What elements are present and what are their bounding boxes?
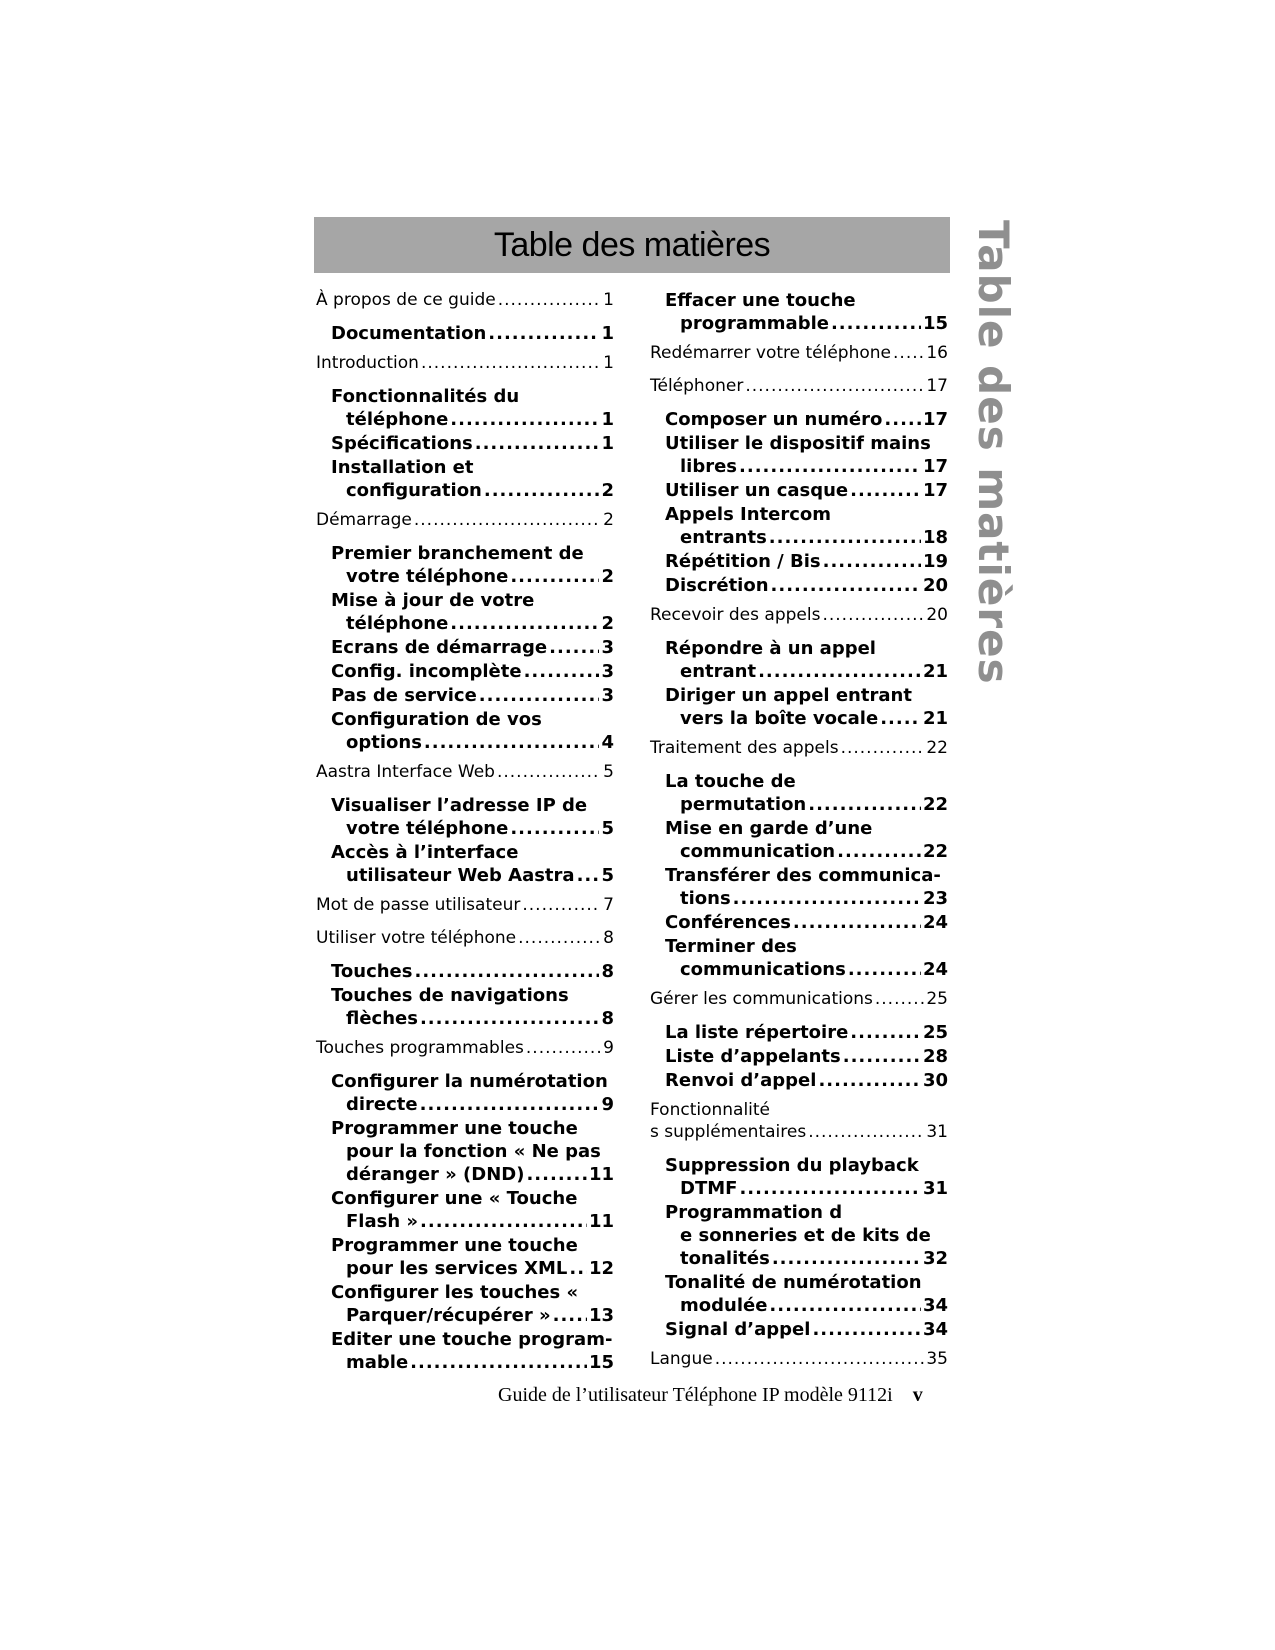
toc-page-number: 31 bbox=[922, 1178, 948, 1199]
toc-section[interactable] bbox=[650, 737, 948, 759]
toc-entry-label: Gérer les communications bbox=[650, 989, 873, 1009]
toc-entry-label: Editer une touche program- bbox=[331, 1329, 613, 1350]
toc-entry[interactable] bbox=[650, 911, 948, 934]
toc-entry-label: Utiliser votre téléphone bbox=[316, 928, 517, 948]
toc-section[interactable] bbox=[316, 509, 614, 531]
toc-page-number: 21 bbox=[922, 661, 948, 682]
toc-entry[interactable] bbox=[650, 432, 948, 478]
toc-page-number: 30 bbox=[922, 1070, 948, 1091]
toc-entry-label: Liste d’appelants bbox=[665, 1046, 841, 1067]
dot-leader bbox=[421, 352, 601, 374]
dot-leader bbox=[823, 550, 921, 573]
toc-page-number: 3 bbox=[601, 637, 614, 658]
dot-leader bbox=[837, 840, 921, 863]
toc-entry[interactable] bbox=[650, 289, 948, 335]
toc-entry-label: À propos de ce guide bbox=[316, 290, 496, 310]
toc-entry[interactable] bbox=[650, 1045, 948, 1068]
dot-leader bbox=[850, 479, 921, 502]
toc-page-number: 2 bbox=[603, 510, 614, 530]
toc-entry-label: Appels Intercom bbox=[665, 504, 832, 525]
toc-entry-label: Répondre à un appel bbox=[665, 638, 876, 659]
dot-leader bbox=[577, 864, 600, 887]
toc-entry-label: votre téléphone bbox=[346, 818, 509, 839]
toc-entry-label: pour les services XML bbox=[346, 1258, 568, 1279]
toc-page-number: 12 bbox=[588, 1258, 614, 1279]
toc-entry[interactable] bbox=[316, 1328, 614, 1374]
toc-page-number: 17 bbox=[926, 376, 948, 396]
toc-entry[interactable] bbox=[316, 684, 614, 707]
toc-entry[interactable] bbox=[316, 1281, 614, 1327]
toc-entry-label: Config. incomplète bbox=[331, 661, 522, 682]
toc-page-number: 9 bbox=[603, 1038, 614, 1058]
dot-leader bbox=[733, 887, 921, 910]
toc-entry-label: Suppression du playback bbox=[665, 1155, 919, 1176]
toc-page-number: 1 bbox=[603, 290, 614, 310]
toc-page-number: 24 bbox=[922, 959, 948, 980]
toc-entry-label: Configurer une « Touche bbox=[331, 1188, 578, 1209]
toc-page-number: 18 bbox=[922, 527, 948, 548]
toc-page-number: 11 bbox=[588, 1211, 614, 1232]
toc-entry-label: configuration bbox=[346, 480, 482, 501]
toc-entry-label: La touche de bbox=[665, 771, 796, 792]
toc-section[interactable] bbox=[650, 375, 948, 397]
toc-entry[interactable] bbox=[650, 1201, 948, 1270]
toc-entry[interactable] bbox=[650, 408, 948, 431]
toc-page-number: 21 bbox=[922, 708, 948, 729]
toc-entry-label: Tonalité de numérotation bbox=[665, 1272, 922, 1293]
toc-page-number: 3 bbox=[601, 661, 614, 682]
toc-entry-label: Configurer la numérotation bbox=[331, 1071, 608, 1092]
toc-page-number: 3 bbox=[601, 685, 614, 706]
footer-text: Guide de l’utilisateur Téléphone IP modèle 9112i bbox=[498, 1384, 893, 1406]
toc-entry-label: Conférences bbox=[665, 912, 791, 933]
toc-entry-label: DTMF bbox=[680, 1178, 738, 1199]
toc-entry-label: mable bbox=[346, 1352, 409, 1373]
dot-leader bbox=[484, 479, 600, 502]
toc-entry[interactable] bbox=[316, 432, 614, 455]
toc-entry-label: Touches de navigations bbox=[331, 985, 569, 1006]
toc-page-number: 5 bbox=[601, 818, 614, 839]
toc-page-number: 8 bbox=[601, 961, 614, 982]
toc-entry-label: Fonctionnalité bbox=[650, 1100, 771, 1120]
toc-entry-label: communication bbox=[680, 841, 836, 862]
toc-page-number: 8 bbox=[603, 928, 614, 948]
toc-entry-label: téléphone bbox=[346, 613, 449, 634]
toc-entry-label: permutation bbox=[680, 794, 807, 815]
toc-entry-label: Transférer des communica- bbox=[665, 865, 941, 886]
toc-entry-label: Recevoir des appels bbox=[650, 605, 821, 625]
toc-page-number: 4 bbox=[601, 732, 614, 753]
toc-left-column bbox=[316, 289, 614, 1375]
toc-entry[interactable] bbox=[650, 637, 948, 683]
toc-entry-label: Touches bbox=[331, 961, 413, 982]
toc-right-column bbox=[650, 289, 948, 1381]
dot-leader bbox=[497, 761, 601, 783]
toc-entry-label: Mise à jour de votre bbox=[331, 590, 535, 611]
toc-entry-label: Installation et bbox=[331, 457, 474, 478]
toc-entry-label: vers la boîte vocale bbox=[680, 708, 879, 729]
toc-entry-label: entrant bbox=[680, 661, 757, 682]
toc-entry[interactable] bbox=[650, 1271, 948, 1317]
toc-entry-label: Répétition / Bis bbox=[665, 551, 821, 572]
dot-leader bbox=[475, 432, 600, 455]
toc-page-number: 1 bbox=[601, 409, 614, 430]
dot-leader bbox=[526, 1037, 601, 1059]
page-footer bbox=[498, 1384, 950, 1407]
toc-entry-label: La liste répertoire bbox=[665, 1022, 849, 1043]
toc-entry[interactable] bbox=[316, 322, 614, 345]
toc-page-number: 28 bbox=[922, 1046, 948, 1067]
toc-entry[interactable] bbox=[316, 794, 614, 840]
toc-page-number: 5 bbox=[601, 865, 614, 886]
toc-page-number: 8 bbox=[601, 1008, 614, 1029]
dot-leader bbox=[875, 988, 924, 1010]
toc-section[interactable] bbox=[650, 1099, 948, 1143]
toc-page-number: 22 bbox=[922, 841, 948, 862]
toc-section[interactable] bbox=[650, 1348, 948, 1370]
toc-entry-label: Accès à l’interface bbox=[331, 842, 519, 863]
dot-leader bbox=[769, 1294, 921, 1317]
toc-entry[interactable] bbox=[650, 817, 948, 863]
dot-leader bbox=[553, 1304, 587, 1327]
toc-page-number: 25 bbox=[922, 1022, 948, 1043]
toc-page-number: 7 bbox=[603, 895, 614, 915]
toc-page-number: 24 bbox=[922, 912, 948, 933]
toc-entry[interactable] bbox=[650, 1069, 948, 1092]
toc-page-number: 22 bbox=[922, 794, 948, 815]
toc-entry[interactable] bbox=[316, 1234, 614, 1280]
toc-page-number: 17 bbox=[922, 480, 948, 501]
dot-leader bbox=[549, 636, 599, 659]
dot-leader bbox=[510, 817, 599, 840]
dot-leader bbox=[410, 1351, 587, 1374]
toc-entry-label: Parquer/récupérer » bbox=[346, 1305, 551, 1326]
toc-page-number: 15 bbox=[922, 313, 948, 334]
dot-leader bbox=[479, 684, 600, 707]
toc-entry-label: libres bbox=[680, 456, 738, 477]
toc-entry-label: flèches bbox=[346, 1008, 418, 1029]
dot-leader bbox=[793, 911, 921, 934]
dot-leader bbox=[498, 289, 601, 311]
toc-page-number: 19 bbox=[922, 551, 948, 572]
dot-leader bbox=[880, 707, 921, 730]
dot-leader bbox=[450, 408, 599, 431]
toc-page-number: 31 bbox=[926, 1122, 948, 1142]
toc-entry-label: Mise en garde d’une bbox=[665, 818, 873, 839]
toc-entry-label: tions bbox=[680, 888, 731, 909]
toc-entry[interactable] bbox=[650, 864, 948, 910]
toc-entry[interactable] bbox=[316, 984, 614, 1030]
dot-leader bbox=[745, 375, 924, 397]
toc-entry-label: Programmation d bbox=[665, 1202, 843, 1223]
dot-leader bbox=[488, 322, 599, 345]
toc-entry-label: Touches programmables bbox=[316, 1038, 524, 1058]
dot-leader bbox=[510, 565, 599, 588]
toc-entry[interactable] bbox=[650, 479, 948, 502]
toc-section[interactable] bbox=[650, 342, 948, 364]
toc-entry-label: Ecrans de démarrage bbox=[331, 637, 548, 658]
toc-page-number: 2 bbox=[601, 613, 614, 634]
dot-leader bbox=[739, 1177, 921, 1200]
toc-entry-label: Premier branchement de bbox=[331, 543, 584, 564]
toc-entry-label: Traitement des appels bbox=[650, 738, 839, 758]
dot-leader bbox=[808, 1121, 924, 1143]
dot-leader bbox=[569, 1257, 587, 1280]
toc-entry-label: modulée bbox=[680, 1295, 768, 1316]
toc-entry[interactable] bbox=[316, 841, 614, 887]
toc-entry-label: directe bbox=[346, 1094, 418, 1115]
toc-page-number: 16 bbox=[926, 343, 948, 363]
toc-entry-label: Programmer une touche bbox=[331, 1118, 578, 1139]
toc-entry-label: Visualiser l’adresse IP de bbox=[331, 795, 588, 816]
toc-entry[interactable] bbox=[316, 1187, 614, 1233]
dot-leader bbox=[414, 509, 601, 531]
dot-leader bbox=[848, 958, 921, 981]
page-number: v bbox=[912, 1384, 923, 1406]
toc-entry-label: déranger » (DND) bbox=[346, 1164, 525, 1185]
toc-entry-label: e sonneries et de kits de bbox=[680, 1225, 931, 1246]
toc-entry[interactable] bbox=[316, 660, 614, 683]
toc-page-number: 20 bbox=[926, 605, 948, 625]
toc-section[interactable] bbox=[316, 289, 614, 311]
toc-entry-label: Terminer des bbox=[665, 936, 797, 957]
dot-leader bbox=[420, 1093, 600, 1116]
toc-entry[interactable] bbox=[316, 1117, 614, 1186]
dot-leader bbox=[739, 455, 921, 478]
toc-entry-label: téléphone bbox=[346, 409, 449, 430]
dot-leader bbox=[450, 612, 599, 635]
dot-leader bbox=[715, 1348, 925, 1370]
toc-entry-label: options bbox=[346, 732, 422, 753]
toc-entry-label: Programmer une touche bbox=[331, 1235, 578, 1256]
dot-leader bbox=[526, 1163, 586, 1186]
toc-section[interactable] bbox=[316, 761, 614, 783]
toc-entry-label: Discrétion bbox=[665, 575, 769, 596]
toc-entry-label: Fonctionnalités du bbox=[331, 386, 520, 407]
dot-leader bbox=[769, 526, 921, 549]
dot-leader bbox=[831, 312, 921, 335]
toc-entry[interactable] bbox=[650, 684, 948, 730]
toc-entry-label: votre téléphone bbox=[346, 566, 509, 587]
toc-entry-label: entrants bbox=[680, 527, 767, 548]
dot-leader bbox=[420, 1210, 587, 1233]
toc-entry[interactable] bbox=[650, 503, 948, 549]
toc-page-number: 1 bbox=[603, 353, 614, 373]
toc-page-number: 1 bbox=[601, 323, 614, 344]
toc-entry[interactable] bbox=[316, 636, 614, 659]
toc-entry-label: Pas de service bbox=[331, 685, 477, 706]
toc-page-number: 20 bbox=[922, 575, 948, 596]
toc-entry-label: Redémarrer votre téléphone bbox=[650, 343, 892, 363]
dot-leader bbox=[850, 1021, 921, 1044]
toc-entry-label: Aastra Interface Web bbox=[316, 762, 495, 782]
toc-page-number: 9 bbox=[601, 1094, 614, 1115]
toc-page-number: 34 bbox=[922, 1319, 948, 1340]
toc-entry-label: Introduction bbox=[316, 353, 419, 373]
toc-page-number: 17 bbox=[922, 456, 948, 477]
toc-entry[interactable] bbox=[650, 574, 948, 597]
toc-section[interactable] bbox=[650, 988, 948, 1010]
toc-entry-label: Langue bbox=[650, 1349, 713, 1369]
toc-page-number: 2 bbox=[601, 566, 614, 587]
toc-entry-label: Composer un numéro bbox=[665, 409, 883, 430]
toc-entry[interactable] bbox=[316, 456, 614, 502]
toc-entry[interactable] bbox=[316, 708, 614, 754]
toc-entry-label: Utiliser le dispositif mains bbox=[665, 433, 931, 454]
dot-leader bbox=[843, 1045, 921, 1068]
toc-entry-label: Démarrage bbox=[316, 510, 412, 530]
toc-section[interactable] bbox=[316, 894, 614, 916]
toc-entry[interactable] bbox=[316, 385, 614, 431]
toc-entry-label: Effacer une touche bbox=[665, 290, 856, 311]
toc-entry-label: Configuration de vos bbox=[331, 709, 542, 730]
side-tab bbox=[969, 220, 1018, 685]
toc-entry-label: s supplémentaires bbox=[650, 1122, 807, 1142]
toc-entry-label: Utiliser un casque bbox=[665, 480, 849, 501]
toc-page-number: 23 bbox=[922, 888, 948, 909]
toc-page-number: 2 bbox=[601, 480, 614, 501]
toc-entry-label: Flash » bbox=[346, 1211, 419, 1232]
toc-entry[interactable] bbox=[650, 935, 948, 981]
toc-section[interactable] bbox=[316, 927, 614, 949]
toc-entry-label: Documentation bbox=[331, 323, 487, 344]
dot-leader bbox=[841, 737, 925, 759]
toc-entry[interactable] bbox=[650, 770, 948, 816]
dot-leader bbox=[424, 731, 600, 754]
toc-page-number: 32 bbox=[922, 1248, 948, 1269]
toc-entry[interactable] bbox=[650, 1318, 948, 1341]
dot-leader bbox=[772, 1247, 921, 1270]
toc-entry[interactable] bbox=[316, 960, 614, 983]
toc-page-number: 35 bbox=[926, 1349, 948, 1369]
toc-entry-label: pour la fonction « Ne pas bbox=[346, 1141, 601, 1162]
toc-entry-label: Mot de passe utilisateur bbox=[316, 895, 521, 915]
toc-entry-label: Signal d’appel bbox=[665, 1319, 811, 1340]
dot-leader bbox=[522, 894, 601, 916]
dot-leader bbox=[893, 342, 924, 364]
dot-leader bbox=[808, 793, 921, 816]
toc-page-number: 34 bbox=[922, 1295, 948, 1316]
toc-entry-label: utilisateur Web Aastra bbox=[346, 865, 575, 886]
toc-entry-label: Diriger un appel entrant bbox=[665, 685, 912, 706]
toc-entry-label: Renvoi d’appel bbox=[665, 1070, 817, 1091]
toc-entry-label: tonalités bbox=[680, 1248, 770, 1269]
toc-page-number: 13 bbox=[588, 1305, 614, 1326]
toc-section[interactable] bbox=[316, 352, 614, 374]
toc-page-number: 17 bbox=[922, 409, 948, 430]
toc-entry[interactable] bbox=[650, 1154, 948, 1200]
dot-leader bbox=[414, 960, 599, 983]
toc-page-number: 25 bbox=[926, 989, 948, 1009]
dot-leader bbox=[822, 604, 924, 626]
dot-leader bbox=[771, 574, 921, 597]
dot-leader bbox=[758, 660, 921, 683]
toc-entry-label: Spécifications bbox=[331, 433, 473, 454]
dot-leader bbox=[420, 1007, 600, 1030]
toc-entry[interactable] bbox=[316, 589, 614, 635]
dot-leader bbox=[818, 1069, 921, 1092]
toc-entry[interactable] bbox=[650, 1021, 948, 1044]
toc-page-number: 15 bbox=[588, 1352, 614, 1373]
toc-entry[interactable] bbox=[650, 550, 948, 573]
toc-entry-label: communications bbox=[680, 959, 846, 980]
page-title: Table des matières bbox=[493, 225, 771, 264]
toc-entry-label: Configurer les touches « bbox=[331, 1282, 579, 1303]
toc-page-number: 22 bbox=[926, 738, 948, 758]
toc-entry[interactable] bbox=[316, 542, 614, 588]
toc-section[interactable] bbox=[650, 604, 948, 626]
dot-leader bbox=[812, 1318, 921, 1341]
toc-entry-label: Téléphoner bbox=[650, 376, 744, 396]
dot-leader bbox=[524, 660, 600, 683]
toc-section[interactable] bbox=[316, 1037, 614, 1059]
title-banner bbox=[314, 217, 950, 273]
toc-entry[interactable] bbox=[316, 1070, 614, 1116]
dot-leader bbox=[884, 408, 921, 431]
dot-leader bbox=[518, 927, 601, 949]
toc-page-number: 11 bbox=[588, 1164, 614, 1185]
toc-entry-label: programmable bbox=[680, 313, 829, 334]
toc-page-number: 1 bbox=[601, 433, 614, 454]
toc-page-number: 5 bbox=[603, 762, 614, 782]
side-tab-label: Table des matières bbox=[969, 220, 1018, 685]
